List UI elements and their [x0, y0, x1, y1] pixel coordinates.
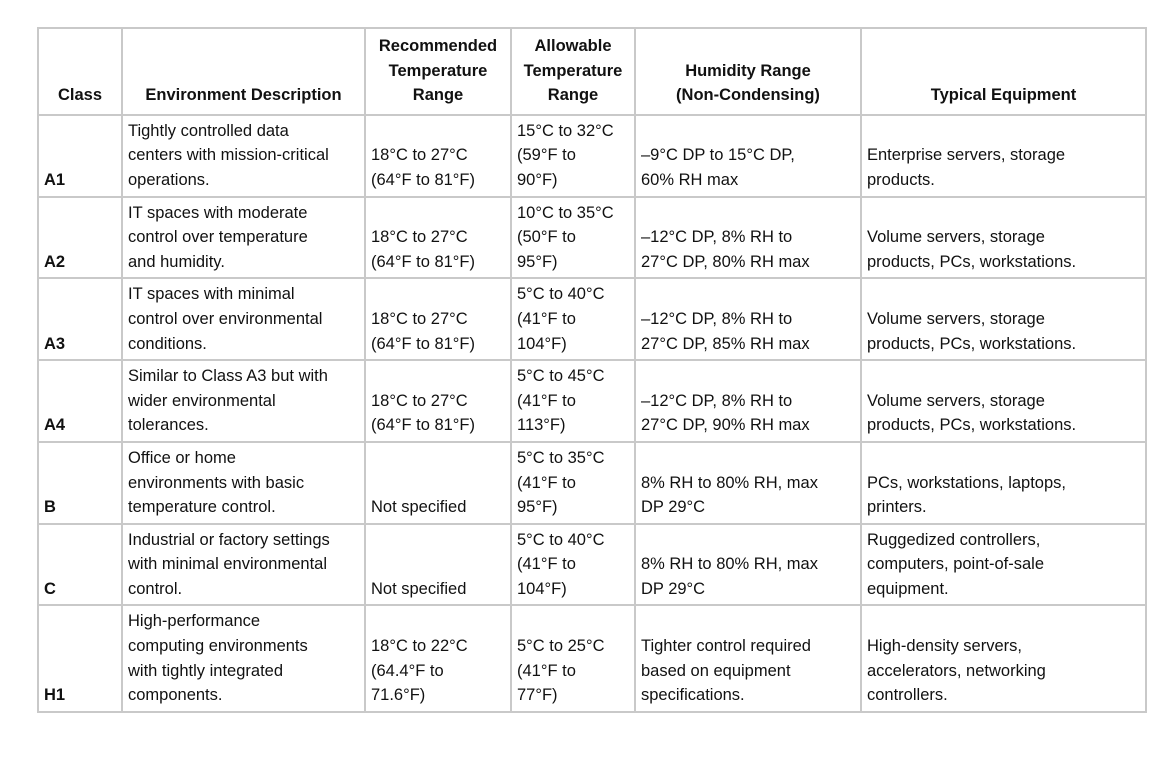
cell-class: B — [38, 442, 122, 524]
cell-humidity-range: Tighter control required based on equipment specifications. — [635, 605, 861, 711]
table-header — [38, 28, 1146, 115]
cell-recommended-range: 18°C to 22°C (64.4°F to 71.6°F) — [365, 605, 511, 711]
header-class: Class — [38, 28, 122, 115]
cell-typical-equipment: Volume servers, storage products, PCs, workstations. — [861, 278, 1146, 360]
cell-environment-description: IT spaces with moderate control over temperature and humidity. — [122, 197, 365, 279]
cell-allowable-range: 10°C to 35°C (50°F to 95°F) — [511, 197, 635, 279]
table-body — [38, 115, 1146, 712]
cell-recommended-range: Not specified — [365, 524, 511, 606]
cell-recommended-range: Not specified — [365, 442, 511, 524]
cell-recommended-range: 18°C to 27°C (64°F to 81°F) — [365, 197, 511, 279]
cell-allowable-range: 5°C to 35°C (41°F to 95°F) — [511, 442, 635, 524]
cell-typical-equipment: PCs, workstations, laptops, printers. — [861, 442, 1146, 524]
cell-class: H1 — [38, 605, 122, 711]
table-row — [38, 605, 1146, 711]
cell-environment-description: Industrial or factory settings with minimal environmental control. — [122, 524, 365, 606]
cell-environment-description: Similar to Class A3 but with wider environmental tolerances. — [122, 360, 365, 442]
cell-humidity-range: 8% RH to 80% RH, max DP 29°C — [635, 442, 861, 524]
header-typical-equipment: Typical Equipment — [861, 28, 1146, 115]
table-row — [38, 360, 1146, 442]
header-allowable-temperature-range: Allowable Temperature Range — [511, 28, 635, 115]
header-humidity-range: Humidity Range (Non-Condensing) — [635, 28, 861, 115]
table-row — [38, 115, 1146, 197]
cell-typical-equipment: Volume servers, storage products, PCs, workstations. — [861, 360, 1146, 442]
cell-environment-description: Tightly controlled data centers with mission-critical operations. — [122, 115, 365, 197]
cell-typical-equipment: Enterprise servers, storage products. — [861, 115, 1146, 197]
cell-humidity-range: –12°C DP, 8% RH to 27°C DP, 90% RH max — [635, 360, 861, 442]
cell-humidity-range: –12°C DP, 8% RH to 27°C DP, 80% RH max — [635, 197, 861, 279]
cell-environment-description: High-performance computing environments with tightly integrated components. — [122, 605, 365, 711]
cell-allowable-range: 5°C to 40°C (41°F to 104°F) — [511, 278, 635, 360]
cell-allowable-range: 15°C to 32°C (59°F to 90°F) — [511, 115, 635, 197]
table-row — [38, 524, 1146, 606]
cell-typical-equipment: Volume servers, storage products, PCs, workstations. — [861, 197, 1146, 279]
cell-allowable-range: 5°C to 45°C (41°F to 113°F) — [511, 360, 635, 442]
cell-recommended-range: 18°C to 27°C (64°F to 81°F) — [365, 278, 511, 360]
table-row — [38, 197, 1146, 279]
cell-environment-description: IT spaces with minimal control over environmental conditions. — [122, 278, 365, 360]
environment-class-table — [37, 27, 1147, 713]
header-environment-description: Environment Description — [122, 28, 365, 115]
cell-humidity-range: 8% RH to 80% RH, max DP 29°C — [635, 524, 861, 606]
cell-humidity-range: –12°C DP, 8% RH to 27°C DP, 85% RH max — [635, 278, 861, 360]
table-row — [38, 278, 1146, 360]
cell-class: A4 — [38, 360, 122, 442]
cell-typical-equipment: High-density servers, accelerators, networking controllers. — [861, 605, 1146, 711]
header-recommended-temperature-range: Recommended Temperature Range — [365, 28, 511, 115]
cell-humidity-range: –9°C DP to 15°C DP, 60% RH max — [635, 115, 861, 197]
cell-typical-equipment: Ruggedized controllers, computers, point-of-sale equipment. — [861, 524, 1146, 606]
table-row — [38, 442, 1146, 524]
cell-class: A3 — [38, 278, 122, 360]
cell-class: A2 — [38, 197, 122, 279]
cell-allowable-range: 5°C to 40°C (41°F to 104°F) — [511, 524, 635, 606]
cell-allowable-range: 5°C to 25°C (41°F to 77°F) — [511, 605, 635, 711]
cell-environment-description: Office or home environments with basic temperature control. — [122, 442, 365, 524]
cell-recommended-range: 18°C to 27°C (64°F to 81°F) — [365, 115, 511, 197]
header-row — [38, 28, 1146, 115]
cell-class: A1 — [38, 115, 122, 197]
cell-recommended-range: 18°C to 27°C (64°F to 81°F) — [365, 360, 511, 442]
cell-class: C — [38, 524, 122, 606]
